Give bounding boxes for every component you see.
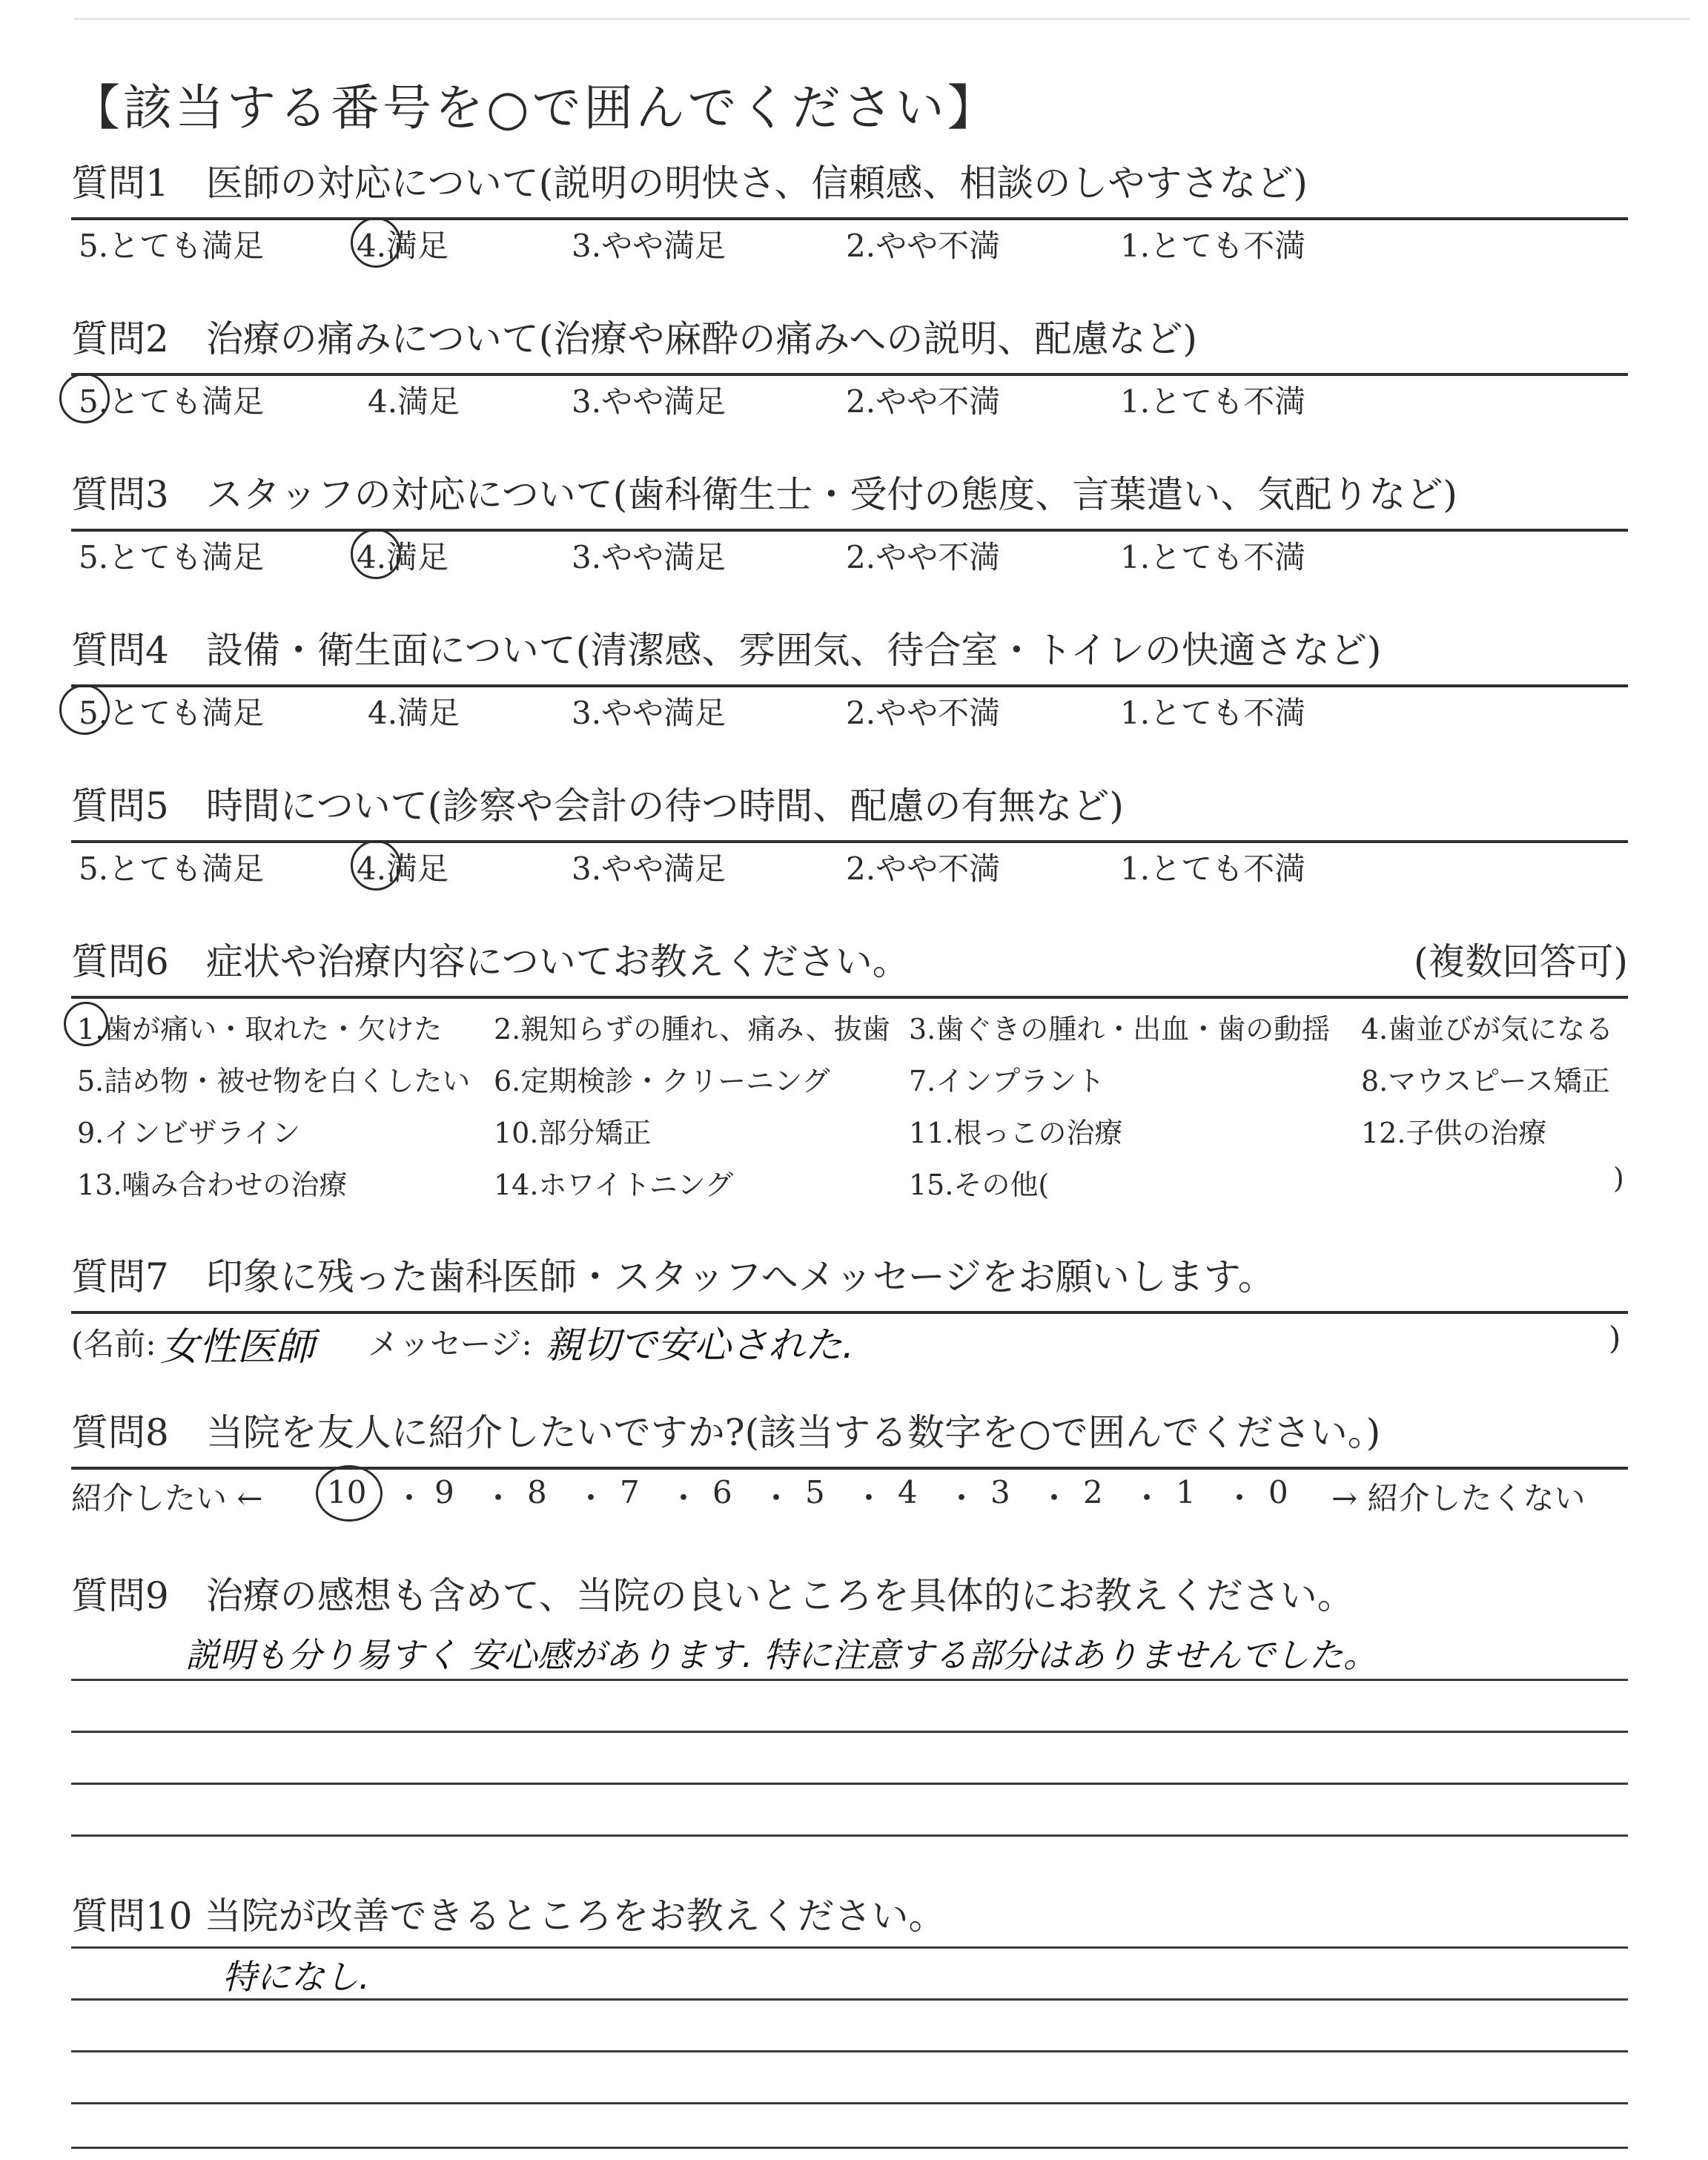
question-text: 治療の痛みについて(治療や麻酔の痛みへの説明、配慮など): [205, 317, 1197, 360]
question-2: [71, 315, 1628, 420]
answer-line: [71, 1731, 1628, 1733]
option-2[interactable]: 2.やや不満: [846, 228, 1001, 264]
other-close-paren: ): [1613, 1162, 1624, 1195]
answer-options: [71, 532, 1628, 576]
referral-scale: [71, 1470, 1628, 1517]
handwritten-message: 親切で安心された.: [546, 1324, 854, 1367]
question-text: スタッフの対応について(歯科衛生士・受付の態度、言葉遣い、気配りなど): [205, 473, 1457, 516]
answer-line: [71, 1783, 1628, 1785]
question-text: 時間について(診察や会計の待つ時間、配慮の有無など): [205, 785, 1124, 828]
symptom-option-13[interactable]: 13.噛み合わせの治療: [77, 1169, 348, 1201]
scale-7[interactable]: 7: [620, 1474, 640, 1510]
scale-5[interactable]: 5: [805, 1474, 825, 1510]
question-text: 印象に残った歯科医師・スタッフへメッセージをお願いします。: [205, 1255, 1275, 1298]
option-3[interactable]: 3.やや満足: [572, 851, 726, 887]
scale-right-label: → 紹介したくない: [1331, 1480, 1586, 1516]
symptom-option-11[interactable]: 11.根っこの治療: [909, 1117, 1123, 1149]
option-1[interactable]: 1.とても不満: [1120, 228, 1306, 264]
option-1[interactable]: 1.とても不満: [1120, 539, 1306, 575]
answer-line: [71, 2050, 1628, 2052]
question-text: 当院を友人に紹介したいですか?(該当する数字を○で囲んでください。): [205, 1411, 1381, 1454]
scale-1[interactable]: 1: [1176, 1474, 1196, 1510]
scale-dot: ・: [1039, 1480, 1070, 1516]
answer-line: [71, 1834, 1628, 1837]
form-title: 【該当する番号を○で囲んでください】: [71, 79, 999, 136]
question-8: [71, 1409, 1628, 1517]
option-5[interactable]: 5.とても満足: [79, 851, 265, 887]
message-row: [71, 1314, 1628, 1370]
symptom-option-8[interactable]: 8.マウスピース矯正: [1361, 1065, 1610, 1097]
question-text: 当院が改善できるところをお教えください。: [204, 1895, 946, 1938]
answer-options: [71, 687, 1628, 732]
answer-options: [71, 843, 1628, 888]
question-text: 設備・衛生面について(清潔感、雰囲気、待合室・トイレの快適さなど): [205, 629, 1382, 672]
answer-options: [71, 220, 1628, 265]
scale-dot: ・: [1224, 1480, 1256, 1516]
option-1[interactable]: 1.とても不満: [1120, 695, 1306, 731]
scale-dot: ・: [761, 1480, 792, 1516]
option-4[interactable]: 4.満足: [368, 695, 460, 731]
option-3[interactable]: 3.やや満足: [572, 539, 726, 575]
option-2[interactable]: 2.やや不満: [846, 383, 1001, 420]
handwritten-name: 女性医師: [160, 1325, 315, 1370]
answer-line: [71, 1946, 1628, 1949]
symptom-option-6[interactable]: 6.定期検診・クリーニング: [494, 1065, 830, 1097]
selected-circle-mark: [59, 684, 110, 735]
selected-circle-mark: [316, 1465, 383, 1522]
top-edge-line: [74, 18, 1690, 20]
scale-4[interactable]: 4: [898, 1474, 918, 1510]
scale-0[interactable]: 0: [1268, 1474, 1288, 1510]
symptom-option-5[interactable]: 5.詰め物・被せ物を白くしたい: [77, 1065, 471, 1097]
option-4[interactable]: 4.満足: [368, 383, 460, 420]
question-text: 治療の感想も含めて、当院の良いところを具体的にお教えください。: [205, 1574, 1354, 1617]
symptom-option-3[interactable]: 3.歯ぐきの腫れ・出血・歯の動揺: [909, 1013, 1331, 1046]
symptom-option-14[interactable]: 14.ホワイトニング: [494, 1169, 734, 1201]
scale-dot: ・: [575, 1480, 607, 1516]
option-2[interactable]: 2.やや不満: [846, 695, 1001, 731]
question-label: 質問5: [71, 785, 169, 828]
handwritten-answer-q9: 説明も分り易すく 安心感があります. 特に注意する部分はありませんでした。: [185, 1635, 1377, 1675]
message-close-paren: ): [1609, 1320, 1621, 1356]
scale-6[interactable]: 6: [712, 1474, 732, 1510]
question-7: [71, 1253, 1628, 1370]
message-label: メッセージ:: [368, 1326, 532, 1362]
scale-dot: ・: [483, 1480, 514, 1516]
selected-circle-mark: [351, 840, 401, 891]
scale-left-label: 紹介したい ←: [71, 1480, 263, 1516]
option-5[interactable]: 5.とても満足: [79, 695, 265, 731]
symptom-option-12[interactable]: 12.子供の治療: [1361, 1117, 1547, 1149]
question-6: [71, 938, 1628, 1221]
scale-9[interactable]: 9: [434, 1474, 454, 1510]
question-label: 質問2: [71, 317, 169, 360]
question-label: 質問4: [71, 629, 169, 672]
question-3: [71, 471, 1628, 576]
symptom-option-7[interactable]: 7.インプラント: [909, 1065, 1105, 1097]
question-9: [71, 1572, 1628, 1619]
option-3[interactable]: 3.やや満足: [572, 383, 726, 420]
option-4[interactable]: 4.満足: [357, 851, 449, 887]
symptom-option-1[interactable]: 1.歯が痛い・取れた・欠けた: [77, 1013, 443, 1046]
selected-circle-mark: [64, 1002, 108, 1046]
symptom-option-9[interactable]: 9.インビザライン: [77, 1117, 301, 1149]
option-3[interactable]: 3.やや満足: [572, 228, 726, 264]
scale-2[interactable]: 2: [1083, 1474, 1103, 1510]
question-label: 質問8: [71, 1411, 169, 1454]
multiple-answers-note: (複数回答可): [1413, 940, 1628, 983]
symptom-option-15[interactable]: 15.その他(: [909, 1169, 1050, 1201]
scale-8[interactable]: 8: [527, 1474, 547, 1510]
answer-line: [71, 1679, 1628, 1681]
question-text: 医師の対応について(説明の明快さ、信頼感、相談のしやすさなど): [205, 162, 1308, 205]
selected-circle-mark: [351, 529, 401, 579]
name-prefix: (名前:: [71, 1326, 156, 1362]
option-5[interactable]: 5.とても満足: [79, 383, 265, 420]
option-5[interactable]: 5.とても満足: [79, 228, 265, 264]
option-2[interactable]: 2.やや不満: [846, 851, 1001, 887]
symptom-option-2[interactable]: 2.親知らずの腫れ、痛み、抜歯: [494, 1013, 890, 1046]
scale-10[interactable]: 10: [327, 1474, 367, 1510]
answer-line: [71, 2102, 1628, 2104]
option-3[interactable]: 3.やや満足: [572, 695, 726, 731]
option-4[interactable]: 4.満足: [357, 539, 449, 575]
option-1[interactable]: 1.とても不満: [1120, 383, 1306, 420]
option-2[interactable]: 2.やや不満: [846, 539, 1001, 575]
question-label: 質問3: [71, 473, 169, 516]
scale-dot: ・: [946, 1480, 978, 1516]
option-1[interactable]: 1.とても不満: [1120, 851, 1306, 887]
option-5[interactable]: 5.とても満足: [79, 539, 265, 575]
question-4: [71, 627, 1628, 732]
question-5: [71, 782, 1628, 888]
question-label: 質問9: [71, 1574, 169, 1617]
question-10: [71, 1892, 1628, 1940]
scale-3[interactable]: 3: [990, 1474, 1010, 1510]
question-label: 質問1: [71, 162, 169, 205]
selected-circle-mark: [59, 373, 110, 423]
question-label: 質問10: [71, 1895, 193, 1938]
answer-line: [71, 2147, 1628, 2149]
scale-dot: ・: [853, 1480, 885, 1516]
scale-dot: ・: [1131, 1480, 1163, 1516]
option-4[interactable]: 4.満足: [357, 228, 449, 264]
question-label: 質問6: [71, 940, 169, 983]
question-1: [71, 159, 1628, 265]
symptom-option-10[interactable]: 10.部分矯正: [494, 1117, 652, 1149]
selected-circle-mark: [351, 217, 401, 268]
answer-options: [71, 376, 1628, 420]
symptom-options: [71, 999, 1628, 1221]
question-text: 症状や治療内容についてお教えください。: [205, 940, 910, 983]
scale-dot: ・: [394, 1480, 426, 1516]
symptom-option-4[interactable]: 4.歯並びが気になる: [1361, 1013, 1614, 1046]
question-label: 質問7: [71, 1255, 169, 1298]
handwritten-answer-q10: 特になし.: [222, 1957, 370, 1997]
scale-dot: ・: [668, 1480, 700, 1516]
